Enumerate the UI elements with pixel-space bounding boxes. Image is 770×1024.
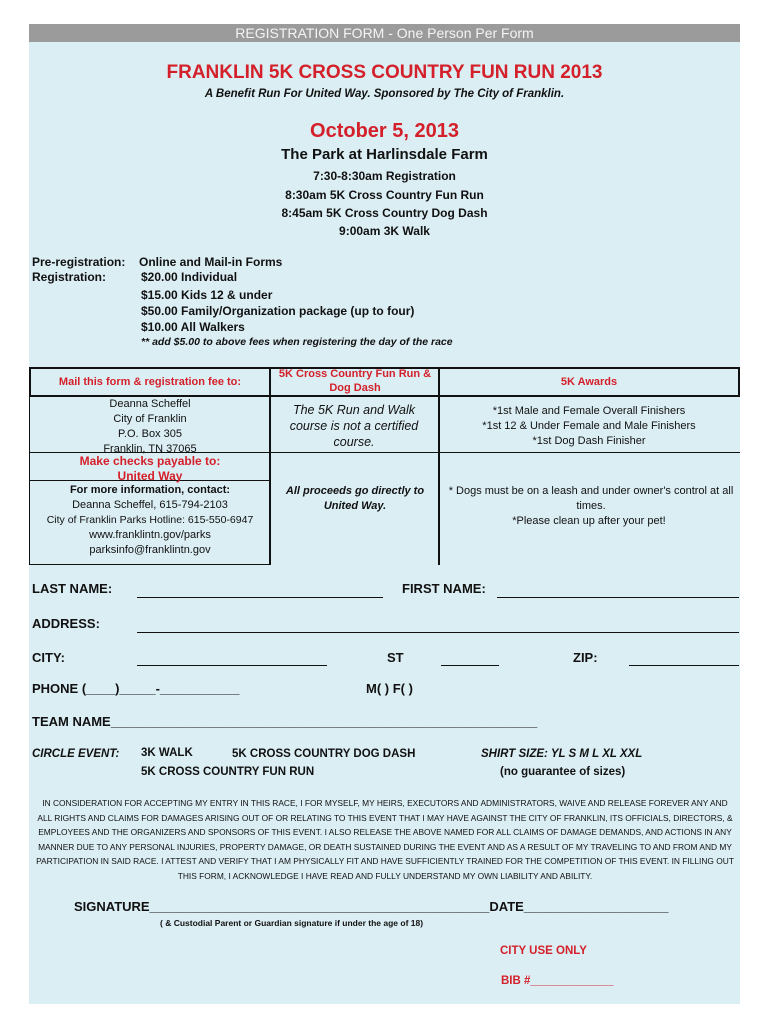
last-name-label: LAST NAME: bbox=[32, 581, 113, 596]
award-item: *1st Male and Female Overall Finishers bbox=[492, 405, 686, 417]
address-line: Franklin, TN 37065 bbox=[103, 443, 197, 455]
city-label: CITY: bbox=[32, 650, 65, 665]
shirt-size-options[interactable]: SHIRT SIZE: YL S M L XL XXL bbox=[481, 748, 643, 760]
event-title: FRANKLIN 5K CROSS COUNTRY FUN RUN 2013 bbox=[166, 62, 603, 83]
schedule-item: 7:30-8:30am Registration bbox=[313, 169, 456, 183]
liability-waiver: IN CONSIDERATION FOR ACCEPTING MY ENTRY IN THIS RACE, I FOR MYSELF, MY HEIRS, EXECUTORS AND ADMINISTRATORS, WAIVE AND RELEASE FOREVER ANY AND ALL RIGHTS AND CLAIMS FOR DAMAGES ARISING OUT OF OR RELATING TO THIS EVENT THAT I MAY HAVE AGAINST THE CITY OF FRANKLIN, ITS OFFICIALS, DIRECTORS, & EMPLOYEES AND THE ORGANIZERS AND SPONSORS OF THIS EVENT. I ALSO RELEASE THE ABOVE NAMED FOR ALL CLAIMS OF DAMAGE DEMANDS, AND ACTIONS IN ANY MANNER DUE TO ANY PERSONAL INJURIES, PROPERTY DAMAGE, OR DEATH SUSTAINED DURING THE EVENT AND AS A RESULT OF MY TRAVELING TO AND FROM AND MY PARTICIPATION IN SAID RACE. I ATTEST AND VERIFY THAT I AM PHYSICALLY FIT AND HAVE SUFFICIENTLY TRAINED FOR THE COMPETITION OF THIS EVENT. IN FILLING OUT THIS FORM, I ACKNOWLEDGE I HAVE READ AND FULLY UNDERSTAND MY OWN LIABILITY AND ABILITY. bbox=[36, 798, 734, 881]
fee-item: $50.00 Family/Organization package (up to four) bbox=[141, 304, 415, 318]
event-venue: The Park at Harlinsdale Farm bbox=[281, 146, 488, 163]
contact-line: www.franklintn.gov/parks bbox=[89, 529, 211, 541]
registration-form-page bbox=[29, 24, 740, 1004]
bib-number-field: BIB #_____________ bbox=[501, 975, 614, 987]
schedule-item: 8:30am 5K Cross Country Fun Run bbox=[285, 188, 484, 202]
zip-label: ZIP: bbox=[573, 650, 598, 665]
award-item: *1st 12 & Under Female and Male Finishers bbox=[482, 420, 696, 432]
proceeds-note: All proceeds go directly to United Way. bbox=[285, 485, 425, 512]
contact-label: For more information, contact: bbox=[69, 484, 231, 496]
team-name-field[interactable]: TEAM NAME___________________________________________________________ bbox=[32, 714, 538, 729]
reg-label: Registration: bbox=[32, 270, 107, 284]
checks-payee: United Way bbox=[117, 469, 183, 483]
event-subtitle: A Benefit Run For United Way. Sponsored by The City of Franklin. bbox=[204, 88, 565, 100]
address-line: Deanna Scheffel bbox=[109, 398, 191, 410]
contact-line: City of Franklin Parks Hotline: 615-550-6947 bbox=[46, 514, 254, 526]
run-dash-header: 5K Cross Country Fun Run & Dog Dash bbox=[278, 368, 432, 394]
contact-line: Deanna Scheffel, 615-794-2103 bbox=[72, 499, 228, 511]
prereg-label: Pre-registration: bbox=[32, 255, 126, 269]
phone-field[interactable]: PHONE (____)_____-___________ bbox=[32, 681, 240, 696]
schedule-item: 8:45am 5K Cross Country Dog Dash bbox=[281, 206, 488, 220]
zip-field[interactable] bbox=[629, 665, 739, 666]
event-option-dog-dash[interactable]: 5K CROSS COUNTRY DOG DASH bbox=[232, 748, 416, 760]
city-use-only-label: CITY USE ONLY bbox=[500, 945, 587, 957]
course-note: The 5K Run and Walk course is not a certified course. bbox=[289, 403, 419, 449]
shirt-size-note: (no guarantee of sizes) bbox=[500, 766, 626, 778]
dogs-note: * Dogs must be on a leash and under owner's control at all times. bbox=[448, 485, 734, 512]
mail-to-header: Mail this form & registration fee to: bbox=[58, 376, 242, 388]
address-field[interactable] bbox=[137, 632, 739, 633]
prereg-value: Online and Mail-in Forms bbox=[139, 255, 283, 269]
fee-item: $15.00 Kids 12 & under bbox=[141, 288, 273, 302]
circle-event-label: CIRCLE EVENT: bbox=[32, 748, 120, 760]
event-option-fun-run[interactable]: 5K CROSS COUNTRY FUN RUN bbox=[141, 766, 315, 778]
checks-label: Make checks payable to: bbox=[79, 454, 221, 468]
contact-line: parksinfo@franklintn.gov bbox=[89, 544, 211, 556]
address-line: City of Franklin bbox=[113, 413, 187, 425]
fee-note: ** add $5.00 to above fees when registering the day of the race bbox=[141, 336, 453, 348]
city-field[interactable] bbox=[137, 665, 327, 666]
fee-item: $20.00 Individual bbox=[141, 270, 238, 284]
state-label: ST bbox=[387, 650, 404, 665]
address-label: ADDRESS: bbox=[32, 616, 100, 631]
award-item: *1st Dog Dash Finisher bbox=[532, 435, 646, 447]
cleanup-note: *Please clean up after your pet! bbox=[512, 515, 666, 527]
event-date: October 5, 2013 bbox=[310, 120, 459, 142]
info-table bbox=[29, 367, 740, 565]
state-field[interactable] bbox=[441, 665, 499, 666]
guardian-note: ( & Custodial Parent or Guardian signature if under the age of 18) bbox=[160, 918, 424, 928]
last-name-field[interactable] bbox=[137, 597, 383, 598]
fee-item: $10.00 All Walkers bbox=[141, 320, 245, 334]
schedule-item: 9:00am 3K Walk bbox=[339, 224, 430, 238]
header-bar: REGISTRATION FORM - One Person Per Form bbox=[29, 24, 740, 42]
awards-header: 5K Awards bbox=[560, 376, 618, 388]
address-line: P.O. Box 305 bbox=[117, 428, 182, 440]
first-name-label: FIRST NAME: bbox=[402, 581, 486, 596]
signature-date-line[interactable]: SIGNATURE_______________________________________________DATE____________________ bbox=[74, 899, 669, 914]
gender-field[interactable]: M( ) F( ) bbox=[366, 681, 413, 696]
event-option-walk[interactable]: 3K WALK bbox=[141, 747, 193, 759]
first-name-field[interactable] bbox=[497, 597, 739, 598]
